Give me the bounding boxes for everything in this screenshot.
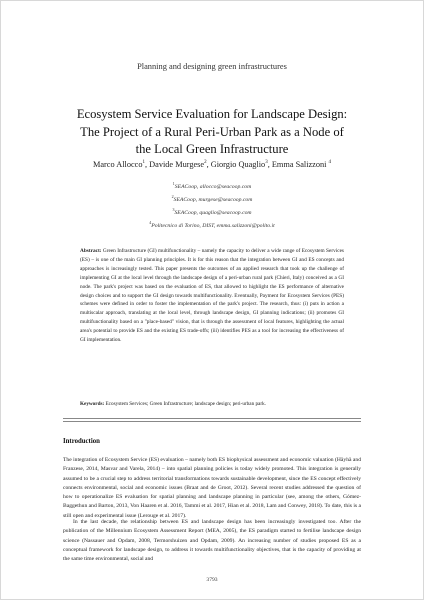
affiliation-sup: 4 <box>149 220 152 226</box>
divider-line <box>63 418 361 419</box>
affiliation-text: Politecnico di Torino, DIST, emma.salizzoni@polito.it <box>151 223 275 230</box>
author-name: Davide Murgese <box>149 160 205 169</box>
section-divider <box>63 418 361 424</box>
affiliation-sup: 2 <box>171 194 174 200</box>
abstract <box>80 247 344 345</box>
affiliation <box>0 192 424 205</box>
affiliation-text: SEACoop, murgese@seacoop.com <box>173 196 253 203</box>
author-sup: 2 <box>204 160 207 166</box>
body-paragraph: The integration of Ecosystem Service (ES) evaluation – namely both ES biophysical assessment and economic valuation (Häyhä and Franzese, 2014, Masvar and Varela, 2014) – into spatial planning policies is today widely promoted. This integration is generally assumed to be a crucial step to address territorial transformations towards sustainable development, since the ES concept effectively connects environmental, social and economic issues (Braat and de Groot, 2012). Several recent studies addressed the question of how to operationalize ES evaluation for spatial planning and landscape planning in particular (see, among the others, Gómez-Baggethun and Barton, 2013, Von Haaren et al. 2016, Tammi et al. 2017, Hian et al. 2018, Lam and Conwey, 2018). To date, this is a still open and experimental issue (Lerouge et al. 2017). <box>63 457 361 519</box>
author-sup: 4 <box>328 160 332 166</box>
abstract-text: Green Infrastructure (GI) multifunctionality – namely the capacity to deliver a wide range of Ecosystem Services (ES) – is one of the main GI planning principles. It is for this reason that the integration between GI and ES concepts and approaches is increasingly tested. This paper presents the outcomes of an applied research that took up the challenge of implementing GI at the local level through the landscape design of a peri-urban rural park (Chieri, Italy) conceived as a GI node. The park's project was based on the evaluation of ES, that allowed to highlight the ES performance of alternative design choices and to support the GI design towards multifunctionality. Eventually, Payment for Ecosystem Services (PES) schemes were defined in order to foster the implementation of the park's project. The research, thus: (i) puts in action a multiscalar approach, translating at the local level, through landscape design, GI planning indications; (ii) promotes GI multifunctionality based on a "place-based" vision, that is through the assessment of local features, highlighting the actual area's potential to provide ES and the existing ES trade-offs; (iii) identifies PES as a tool for increasing the effectiveness of GI implementation. <box>80 248 344 344</box>
abstract-label: Abstract: <box>80 248 102 254</box>
author-name: Giorgio Quaglio <box>210 160 266 169</box>
affiliation <box>0 179 424 192</box>
page-number: 3793 <box>206 577 218 583</box>
affiliation-sup: 3 <box>172 207 175 213</box>
author-sup: 3 <box>265 160 268 166</box>
author-sup: 1 <box>142 160 145 166</box>
author-name: Marco Allocco <box>92 160 143 169</box>
affiliation-text: SEACoop, allocco@seacoop.com <box>174 183 252 190</box>
affiliation <box>0 205 424 218</box>
affiliation <box>0 218 424 231</box>
keywords <box>80 401 344 407</box>
author-list: Marco Allocco$^1$, Davide Murgese$^2$, Giorgio Quaglio$^3$, Emma Salizzoni $^4$ <box>92 160 332 169</box>
title-line: The Project of a Rural Peri-Urban Park as a Node of <box>80 124 344 139</box>
title-line: the Local Green Infrastructure <box>135 142 289 156</box>
paper-title <box>40 106 384 159</box>
running-head: Planning and designing green infrastructures <box>137 62 287 71</box>
affiliation-list <box>0 179 424 231</box>
affiliation-text: SEACoop, quaglio@seacoop.com <box>174 210 252 217</box>
title-line: Ecosystem Service Evaluation for Landscape Design: <box>76 107 348 121</box>
section-heading: Introduction <box>63 438 100 445</box>
divider-line <box>63 421 361 422</box>
body-paragraph: In the last decade, the relationship between ES and landscape design has been increasingly investigated too. After the publication of the Millennium Ecosystem Assessment Report (MEA, 2005), the ES paradigm started to fertilise landscape design science (Nassauer and Opdam, 2008, Termorshuizen and Opdam, 2009). An increasing number of studies proposed ES as a conceptual framework for landscape design, to address it towards multifunctionality objectives, that is the capacity of providing at the same time environmental, social and <box>63 519 361 563</box>
affiliation-sup: 1 <box>172 181 175 186</box>
author-name: Emma Salizzoni <box>271 160 327 169</box>
keywords-label: Keywords: <box>80 401 105 407</box>
keywords-text: Ecosystem Services; Green Infrastructure; landscape design; peri-urban park. <box>105 401 266 407</box>
